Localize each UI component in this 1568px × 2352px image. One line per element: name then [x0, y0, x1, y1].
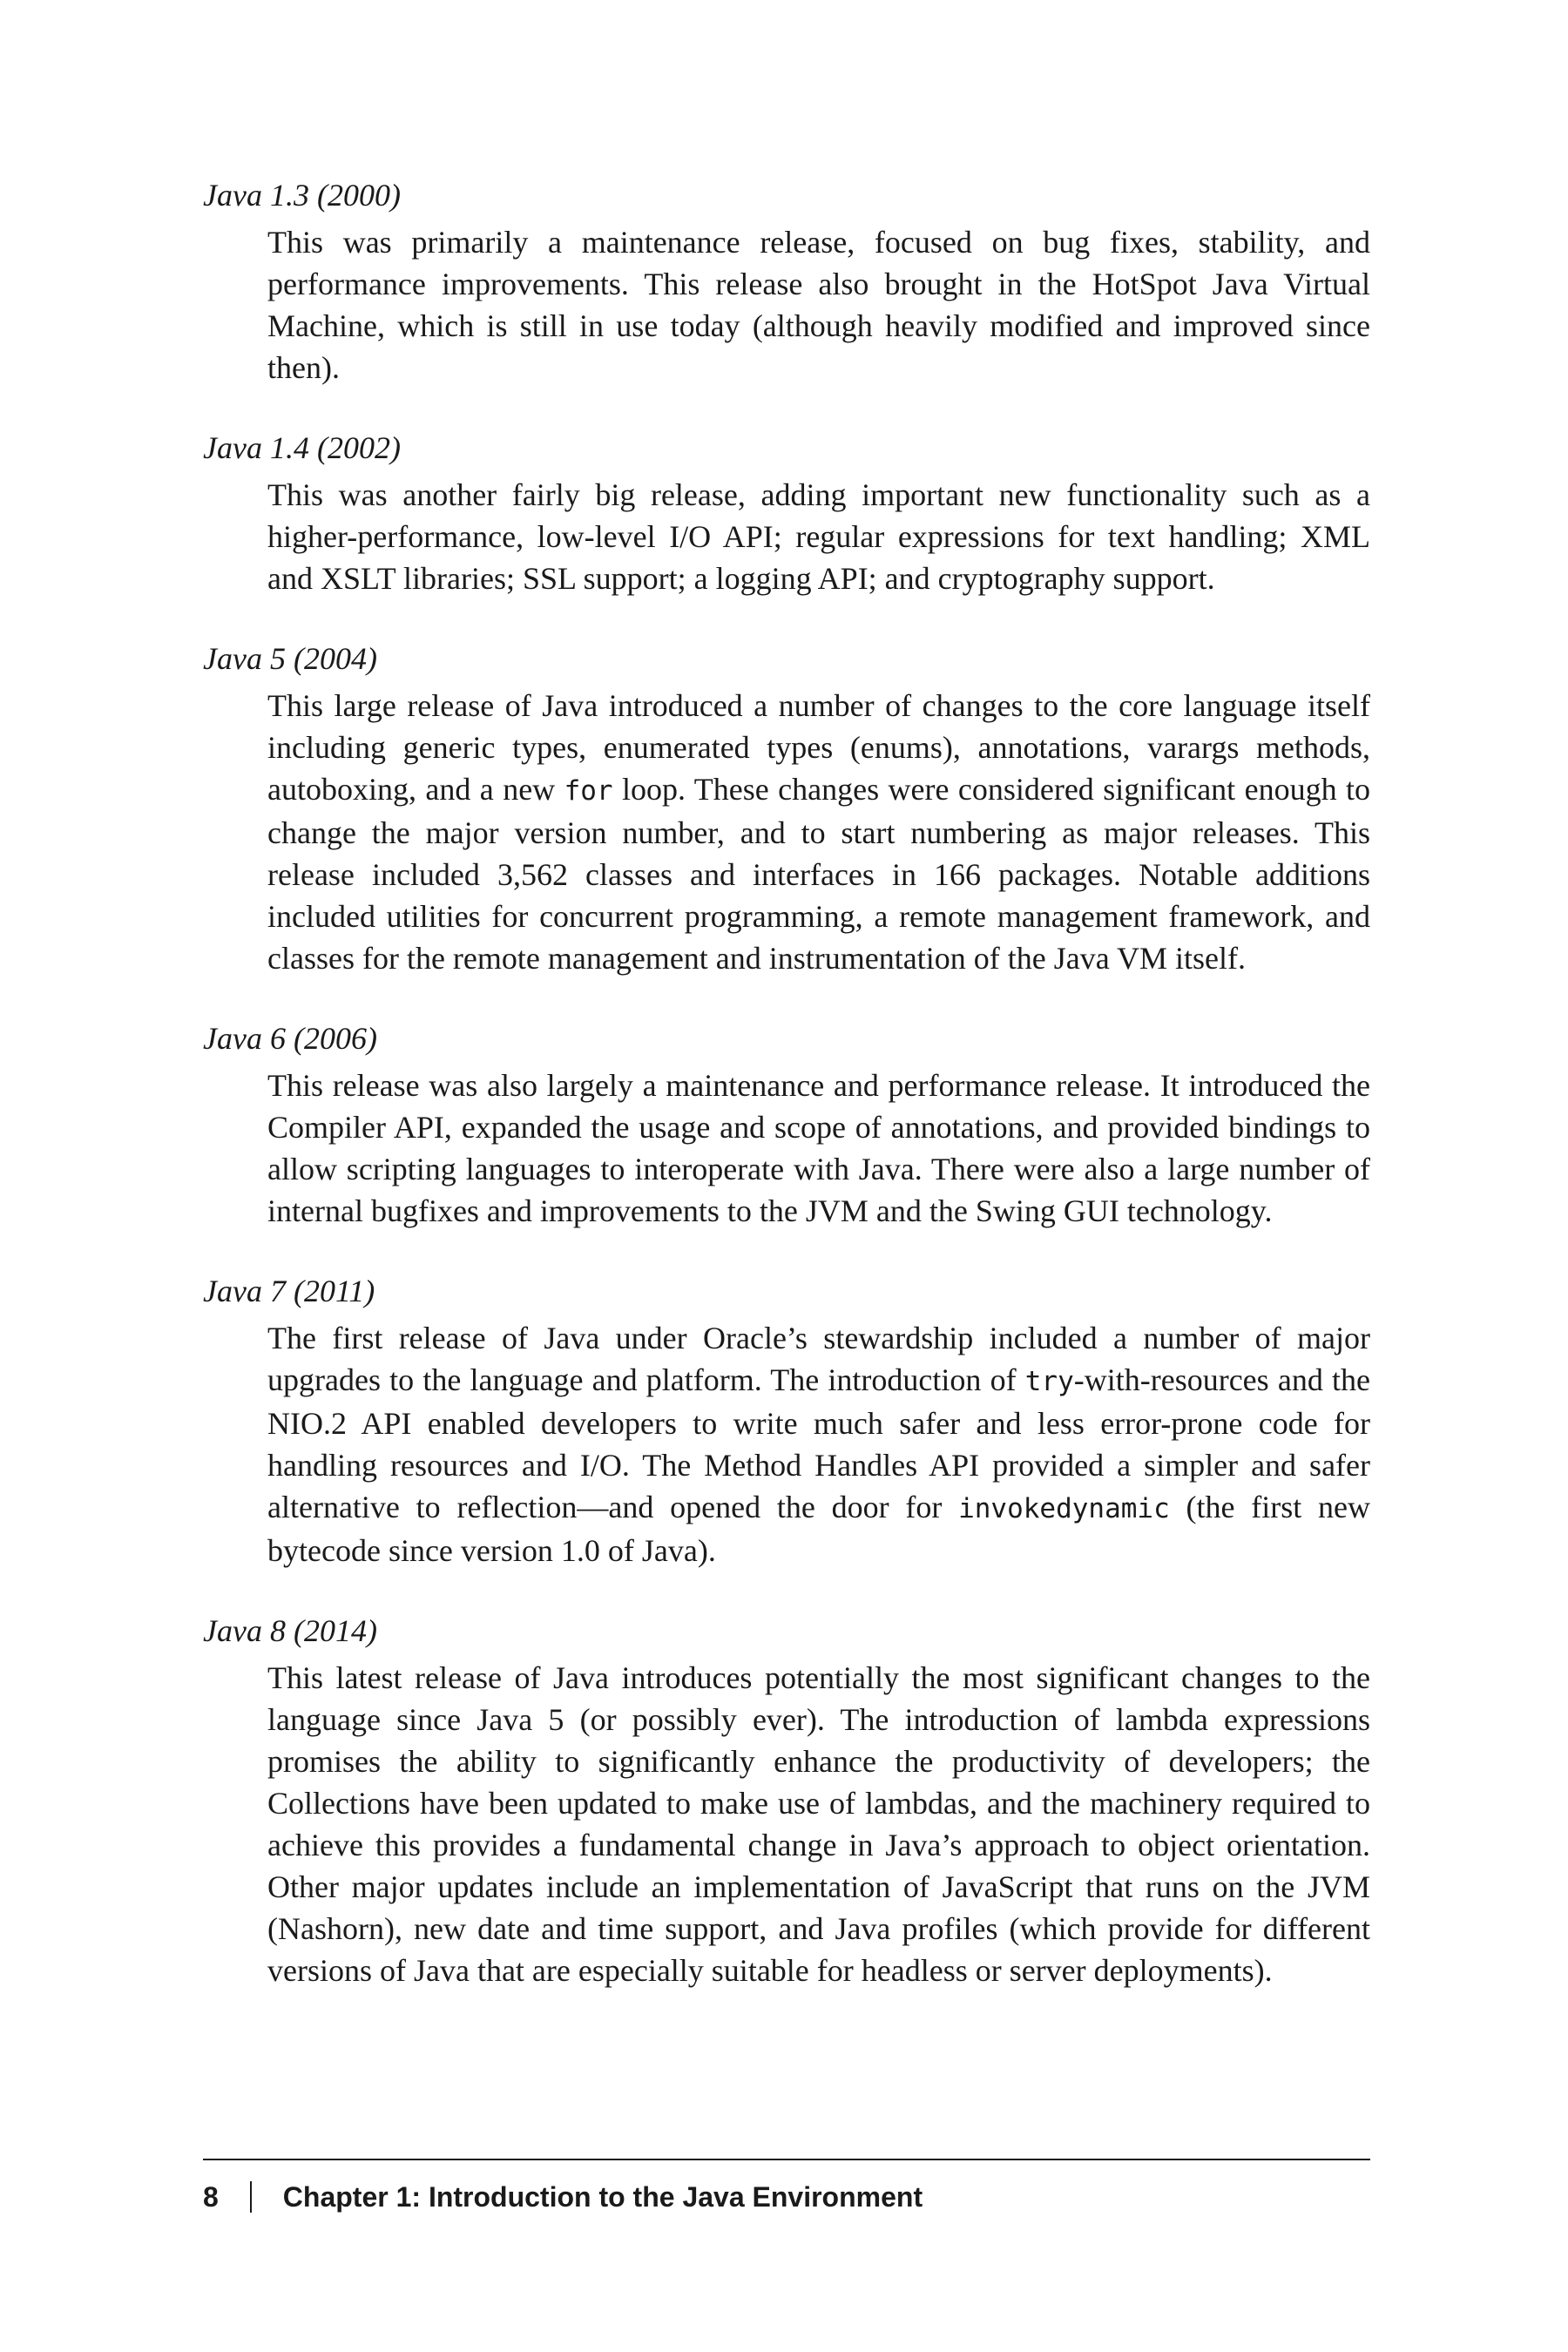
entry-java-7: [203, 1270, 1370, 1571]
entry-term: Java 1.4 (2002): [203, 430, 401, 465]
description-text: This was another fairly big release, adding important new functionality such as a higher-performance, low-level I/O API; regular expressions for text handling; XML and XSLT libraries; SSL support; a logging API; and cryptography support.: [267, 477, 1370, 596]
entry-description: [267, 474, 1370, 599]
entry-term: Java 6 (2006): [203, 1021, 377, 1056]
entry-java-8: [203, 1610, 1370, 1991]
entry-description: [267, 221, 1370, 389]
code-keyword-invokedynamic: invokedynamic: [958, 1493, 1170, 1524]
description-text: This large release of Java introduced a number of changes to the core language itself including generic types, enumerated types (enums), annotations, varargs methods, autoboxing, and a new: [267, 688, 1370, 807]
entry-term: Java 1.3 (2000): [203, 178, 401, 213]
entry-term: Java 5 (2004): [203, 641, 377, 676]
description-text: loop. These changes were considered significant enough to change the major version number, and to start numbering as major releases. This release included 3,562 classes and interfaces in 166 packages. Notable additions included utilities for concurrent programming, a remote management framework, and classes for the remote management and instrumentation of the Java VM itself.: [267, 772, 1371, 976]
code-keyword-for: for: [564, 775, 613, 807]
description-text: This was primarily a maintenance release, focused on bug fixes, stability, and performance improvements. This release also brought in the HotSpot Java Virtual Machine, which is still in use today (although heavily modified and improved since then).: [267, 225, 1370, 385]
description-text: This release was also largely a maintenance and performance release. It introduced the Compiler API, expanded the usage and scope of annotations, and provided bindings to allow scripting languages to interoperate with Java. There were also a large number of internal bugfixes and improvements to the JVM and the Swing GUI technology.: [267, 1068, 1370, 1228]
entry-java-5: [203, 638, 1370, 979]
entry-description: [267, 1317, 1370, 1571]
entry-java-1-4: [203, 427, 1370, 599]
page-footer: [203, 2159, 1370, 2214]
code-keyword-try: try: [1024, 1366, 1074, 1397]
page-number: 8: [203, 2181, 219, 2213]
description-text: The first release of Java under Oracle’s stewardship included a number of major upgrades to the language and platform. The introduction of: [267, 1321, 1370, 1397]
entry-description: [267, 1064, 1370, 1232]
page-body: [203, 174, 1370, 2030]
entry-description: [267, 685, 1370, 979]
description-text: -with-resources and the NIO.2 API enabled developers to write much safer and less error-prone code for handling resources and I/O. The Method Handles API provided a simpler and safer alternative to reflection—and opened the door for: [267, 1362, 1370, 1524]
footer-divider: [250, 2181, 252, 2213]
entry-term: Java 8 (2014): [203, 1613, 377, 1648]
entry-java-6: [203, 1017, 1370, 1232]
description-text: This latest release of Java introduces potentially the most significant changes to the language since Java 5 (or possibly ever). The introduction of lambda expressions promises the ability to significantly enhance the productivity of developers; the Collections have been updated to make use of lambdas, and the machinery required to achieve this provides a fundamental change in Java’s approach to object orientation. Other major updates include an implementation of JavaScript that runs on the JVM (Nashorn), new date and time support, and Java profiles (which provide for different versions of Java that are especially suitable for headless or server deployments).: [267, 1660, 1370, 1988]
entry-description: [267, 1657, 1370, 1991]
entry-term: Java 7 (2011): [203, 1274, 375, 1308]
entry-java-1-3: [203, 174, 1370, 389]
description-text: (the first new bytecode since version 1.0 of Java).: [267, 1490, 1370, 1568]
chapter-title: Chapter 1: Introduction to the Java Environment: [282, 2181, 923, 2213]
